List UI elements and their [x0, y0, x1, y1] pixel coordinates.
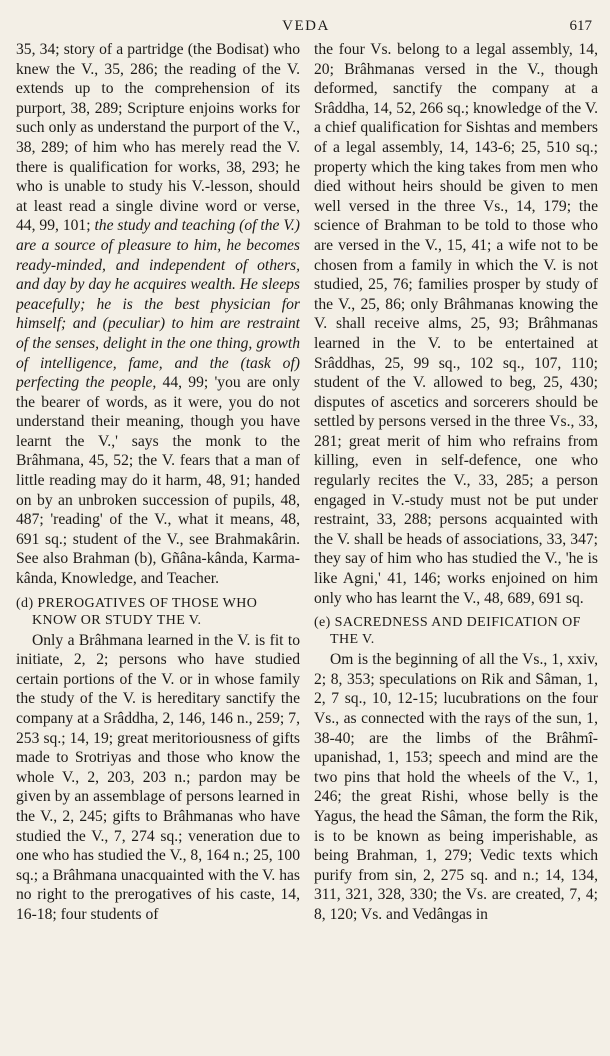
- section-e-heading: (e) SACREDNESS AND DEIFICATION OF THE V.: [314, 615, 581, 648]
- entry-continuation-2: 44, 99; 'you are only the bearer of words, as it were, you do not understand their meaning, though you have learnt the V.,' says the monk to the Brâhmana, 45, 52; the V. fears that a man of little reading may do it harm, 48, 91; handed on by an unbroken succession of pupils, 48, 487; 'reading' of the V., what it means, 48, 691 sq.; student of the V., see Brahmakârin. See also Brahman (b), Gñâna-kânda, Karma-kânda, Knowledge, and Teacher.: [16, 374, 300, 588]
- section-d-heading: (d) PREROGATIVES OF THOSE WHO KNOW OR STUDY THE V.: [16, 595, 258, 628]
- entry-continuation-right: the four Vs. belong to a legal assembly, 14, 20; Brâhmanas versed in the V., though deformed, sanctify the company at a Srâddha, 14, 52, 266 sq.; knowledge of the V. a chief qualification for Sishtas and members of a legal assembly, 14, 143-6; 25, 510 sq.; property which the king takes from men who died without heirs should be given to men well versed in the three Vs., 14, 179; the science of Brahman to be told to those who are versed in the V., 15, 41; a wife not to be chosen from a family in which the V. is not studied, 25, 76; families prosper by study of the V., 25, 86; only Brâhmanas knowing the V. shall receive alms, 25, 93; Brâhmanas learned in the V. to be entertained at Srâddhas, 25, 99 sq., 102 sq., 107, 110; student of the V. allowed to beg, 25, 430; disputes of ascetics and sorcerers should be settled by persons versed in the three Vs., 33, 281; great merit of him who refrains from killing, even in self-defence, one who regularly recites the V., 33, 285; a person engaged in V.-study must not be put under restraint, 33, 288; persons acquainted with the V. shall be heads of associations, 33, 347; they say of him who has studied the V., 'he is like Agni,' 41, 146; works enjoined on him only who has learnt the V., 48, 689, 691 sq.: [314, 41, 598, 607]
- running-header: [16, 14, 596, 36]
- entry-text: [16, 40, 300, 589]
- section-e-body: Om is the beginning of all the Vs., 1, xxiv, 2; 8, 353; speculations on Rik and Sâman, 1, 2, 7 sq., 10, 12-15; lucubrations on the four Vs., as connected with the rays of the sun, 1, 38-40; are the limbs of the Brâhmî-upanishad, 1, 153; speech and mind are the two pins that hold the wheels of the V., 1, 246; the great Rishi, whose belly is the Yagus, the head the Sâman, the form the Rik, is to be known as being imperishable, as being Brahman, 1, 279; Vedic texts which purify from sin, 2, 275 sq. and n.; 14, 134, 311, 321, 328, 330; the Vs. are created, 7, 4; 8, 120; Vs. and Vedângas in: [314, 651, 598, 923]
- right-column: [314, 40, 598, 1056]
- entry-continuation: 35, 34; story of a partridge (the Bodisat) who knew the V., 35, 286; the reading of the V. extends up to the comprehension of its purport, 38, 289; Scripture enjoins works for such only as understand the purport of the V., 38, 289; of him who has merely read the V. there is qualification for works, 38, 293; he who is unable to study his V.-lesson, should at least read a single divine word or verse, 44, 99, 101;: [16, 41, 300, 235]
- text-columns: [16, 40, 598, 1056]
- page-title: VEDA: [282, 18, 330, 34]
- left-column: [16, 40, 300, 1056]
- page-number: 617: [569, 18, 592, 34]
- italic-quotation: the study and teaching (of the V.) are a source of pleasure to him, he becomes ready-minded, and independent of others, and day by day he acquires wealth. He sleeps peacefully; he is the best physician for himself; and (peculiar) to him are restraint of the senses, delight in the one thing, growth of intelligence, fame, and the (task of) perfecting the people,: [16, 217, 300, 392]
- section-d-body: Only a Brâhmana learned in the V. is fit to initiate, 2, 2; persons who have studied certain portions of the V. or in whose family the study of the V. is hereditary sanctify the company at a Srâddha, 2, 146, 146 n., 259; 7, 253 sq.; 14, 19; great meritoriousness of gifts made to Srotriyas and those who know the whole V., 2, 203, 203 n.; pardon may be given by an assemblage of persons learned in the V., 2, 245; gifts to Brâhmanas who have studied the V., 7, 274 sq.; veneration due to one who has studied the V., 8, 164 n.; 25, 100 sq.; a Brâhmana unacquainted with the V. has no right to the prerogatives of his caste, 14, 16-18; four students of: [16, 631, 300, 923]
